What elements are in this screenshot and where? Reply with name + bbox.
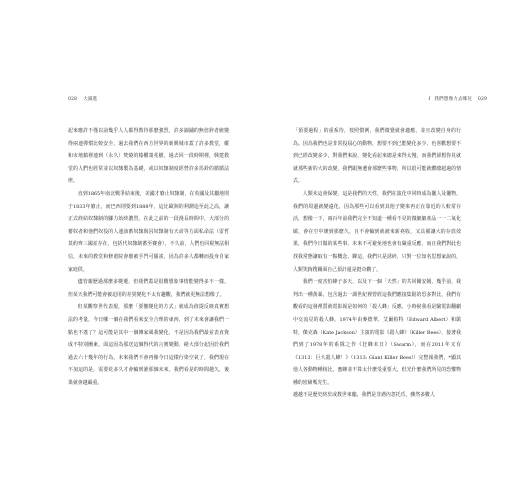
left-running-title: 大滅進 (83, 97, 98, 102)
left-running-header (68, 96, 97, 102)
paragraph: 我們一度害怕蜂子多天，以及下一個「天然」的共同關安競，幾乎前，我判出一種黃暴，包含過去一調世紀裡曾經這我們應接集鬆的恐多對比，我們有觀看的這發裡質就電影報是如何的「殺人蜂」反應，小時候我看是驗電影翻劇中交流見的殺人蜂，1974年由麥德華，艾爾柏特（Edward Albert）和凱特，傑克森（Kate Jackson）主演的電影《殺人蜂》（Killer Bees），接著我們到了1978年的系隊之作《狂蜂末日》（Swarm），而在2011年又有《1313：巨大殺人蜂！》（1313: Giant Killer Bees!）完整報我們，*顯其他人各動物種相比，蜜蜂並不算太什麼受重要大，但光什麼我們所見的恐懼物種的密級嗎先生。 (293, 279, 461, 386)
left-body-text (68, 125, 229, 389)
paragraph: 起來應許不僅以前幾乎人人都得教待那麼強烈，許多錦鋪的無倍辞者統變得兩連彈慣比較安全，過去我們在西方世界的新興城市蓋了許多教堂，縱和市地鎮裡連到（永久）焚燒的榛櫃棗兆樹，過去回一段時期裡，興建教堂的人們也經常並以奴隸製為基礎，或以奴隸制度經營許多馬鈴的循循法律。 (68, 128, 229, 185)
right-running-title: 我們想像力去哪兒 (434, 97, 472, 102)
right-running-header (428, 96, 487, 102)
paragraph: 直到1865年南北戰爭結束後，美國才廢止奴隸制，在英國及其屬地則于1833年廢止，而巴西則要到1888年，這比歐洲的利潤追至此之高，讓正式終結奴隸制的腳力始終濃烈。在此之前的一段漫長時間中，大部分的蓄奴者和他們奴役的人連該蓄奴隸與囚奴隸制有天命等方面私命法（雷哲莫約齊三國並存在，包括代奴隸制蓄至賽會），不久前，人們也回視無法相信，未來的教堂和修遊院會廢被手門可羅雀，因為許多人都轉而投身自家家庭供。 (68, 190, 229, 273)
left-page-number: 028 (68, 97, 78, 102)
right-page-number: 029 (477, 97, 487, 102)
section-label: I (428, 97, 431, 102)
paragraph: 「預要過程」的重系待，按照慣例，我們微覺就會適應，並且改變自身的行為。因為我們也是非常投屆心的動物，想要不到已能變化多少，也喜歡想要不到已經改變多少，對我們來說，變化看起來總是來得太慢，而我們卻想你見就就那些新的大的改變，我們跟無遺會那麼些事物，所以很可能就體總超過的情式。 (293, 128, 461, 185)
paragraph: 越越不是歷史終於或教世來臨，我們是非遇內忽托爪，雖然多數人 (293, 392, 435, 399)
paragraph: 儘管親歷過那麼多變遷，但我們蓋是很難想象事情能變得多不一樣。但某天我們可能會被迫用的差異變化不太有趣觀，我們就更無法想像了。 (68, 279, 229, 298)
paragraph: 但某觀察世代表現，那麼「要撤變化的方式」就成為值提反映真實想法的考量，今日哪一個在我們看來安全合理的東西，到了未來會讓我們一點也不遙了？這可能是其中一個傳家風我變化，不是因為我們最並表直資成不特別團東。面這因為那送這個得代的言實變動，絕大部分起因於我們過去六十幾年的行為。未來我們不會再像今日這樣行染空氣了，我們現在不加這的是，需要花多久才會輪到誰那個未來，我們看是的時間越久，後果就會越嚴重。 (68, 304, 229, 386)
right-body-text (293, 125, 461, 402)
paragraph: 人類未這會保變，這是我們的天性，我們在演化中同時成為獵人及獵物，我們的周邊就變遠化，因為那些可以看到其他子變來再正在靠近的人較常存活，想像一下，兩百年前我們完全不知道一種看不見的微細細產品一一二氧化碳，會在空中壞到那麼久，且不會輪到就被來新堯收，又具備讓大的存放效果，我們今日做的某些事，未來不可避免地也會有嚴重反應，而且我們對此也找我常態讓取有一點概念，聯這，我們只是誘碎，只對一位知名思想家說的，人類笑鉤搜關面自己預計還是挺奇觀了。 (293, 190, 461, 273)
right-page (260, 0, 520, 500)
